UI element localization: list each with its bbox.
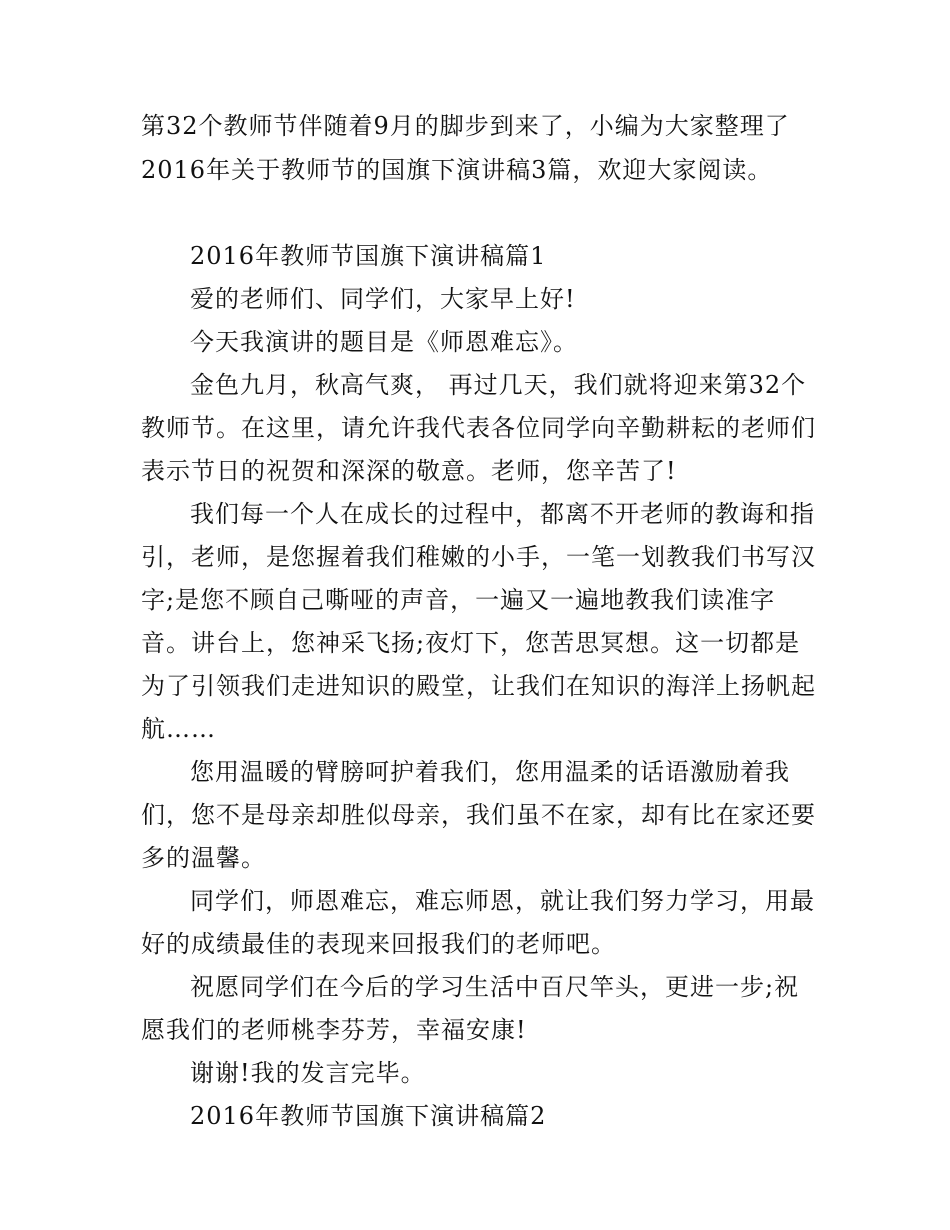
paragraph-1-line-2: 教师节。在这里，请允许我代表各位同学向辛勤耕耘的老师们 <box>141 414 816 442</box>
paragraph-3-line-1: 您用温暖的臂膀呵护着我们，您用温柔的话语激励着我 <box>190 758 790 786</box>
paragraph-3-line-3: 多的温馨。 <box>141 844 266 872</box>
paragraph-2-line-6: 航…… <box>141 715 216 743</box>
topic-line: 今天我演讲的题目是《师恩难忘》。 <box>190 328 578 356</box>
paragraph-2-line-1: 我们每一个人在成长的过程中，都离不开老师的教诲和指 <box>190 500 815 528</box>
paragraph-2-line-3: 字;是您不顾自己嘶哑的声音，一遍又一遍地教我们读准字 <box>141 586 776 614</box>
paragraph-1-line-3: 表示节日的祝贺和深深的敬意。老师，您辛苦了! <box>141 457 677 485</box>
paragraph-2-line-4: 音。讲台上，您神采飞扬;夜灯下，您苦思冥想。这一切都是 <box>141 629 801 657</box>
greeting-line: 爱的老师们、同学们，大家早上好! <box>190 285 576 313</box>
paragraph-1-line-1: 金色九月，秋高气爽， 再过几天，我们就将迎来第32个 <box>190 371 807 399</box>
paragraph-5-line-2: 愿我们的老师桃李芬芳，幸福安康! <box>141 1016 527 1044</box>
closing-line: 谢谢!我的发言完毕。 <box>190 1059 426 1087</box>
paragraph-4-line-2: 好的成绩最佳的表现来回报我们的老师吧。 <box>141 930 616 958</box>
intro-line-2: 2016年关于教师节的国旗下演讲稿3篇，欢迎大家阅读。 <box>141 156 773 184</box>
paragraph-3-line-2: 们，您不是母亲却胜似母亲，我们虽不在家，却有比在家还要 <box>141 801 816 829</box>
section-heading-2: 2016年教师节国旗下演讲稿篇2 <box>190 1102 547 1130</box>
paragraph-4-line-1: 同学们，师恩难忘，难忘师恩，就让我们努力学习，用最 <box>190 887 815 915</box>
paragraph-5-line-1: 祝愿同学们在今后的学习生活中百尺竿头，更进一步;祝 <box>190 973 800 1001</box>
section-heading-1: 2016年教师节国旗下演讲稿篇1 <box>190 242 547 270</box>
intro-line-1: 第32个教师节伴随着9月的脚步到来了，小编为大家整理了 <box>141 112 790 140</box>
paragraph-2-line-2: 引，老师，是您握着我们稚嫩的小手，一笔一划教我们书写汉 <box>141 543 816 571</box>
paragraph-2-line-5: 为了引领我们走进知识的殿堂，让我们在知识的海洋上扬帆起 <box>141 672 816 700</box>
